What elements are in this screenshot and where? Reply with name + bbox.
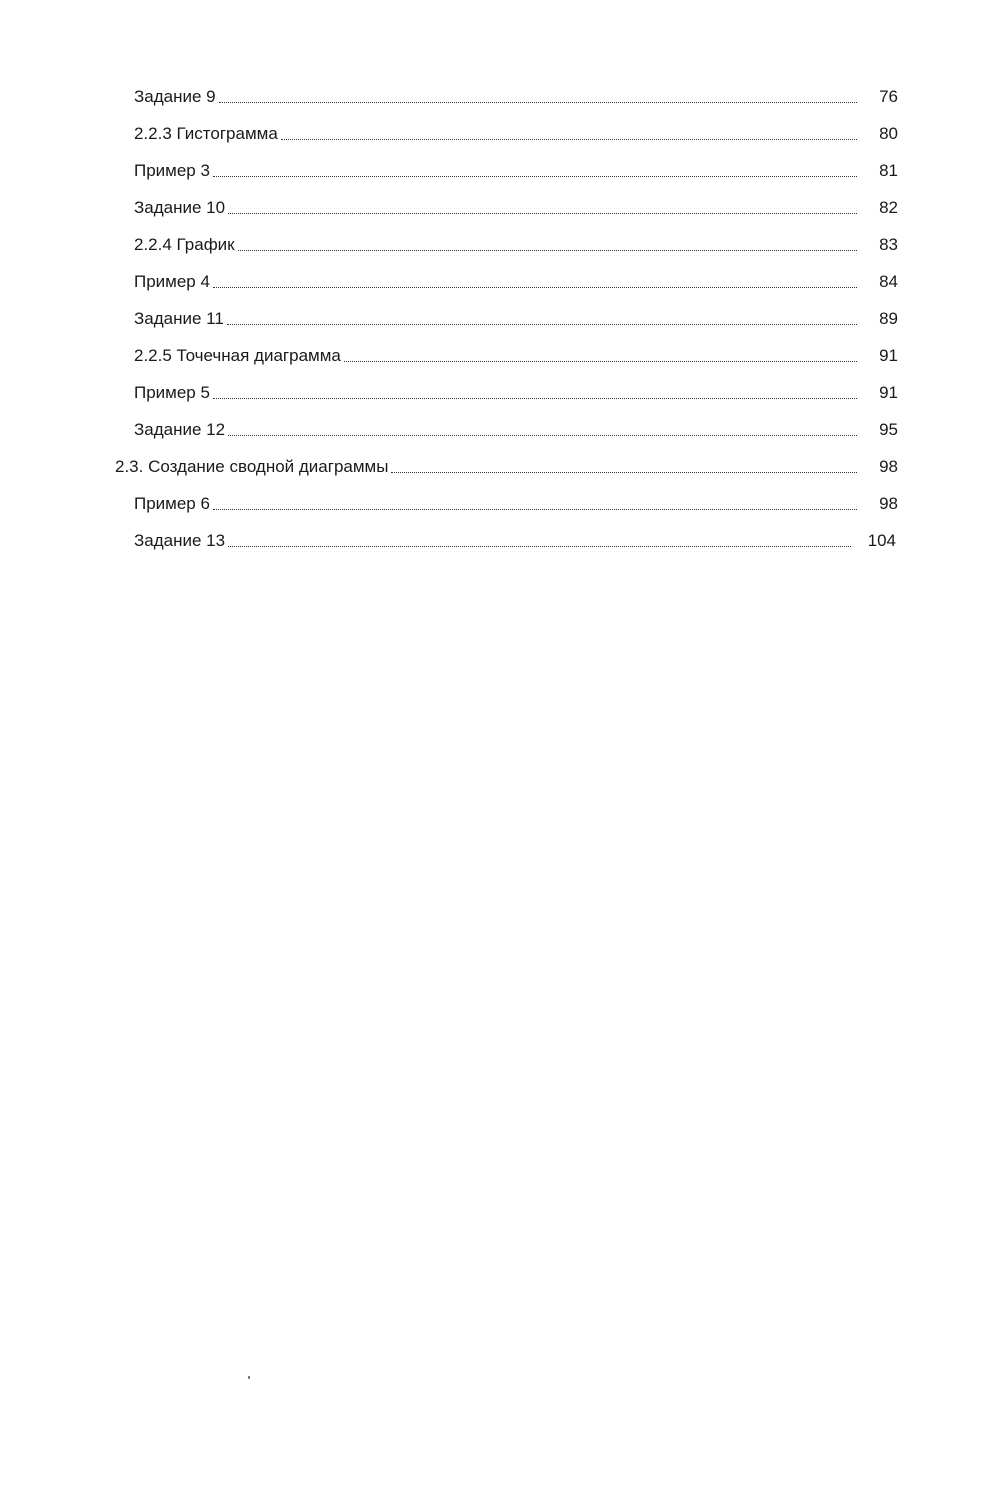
toc-entry[interactable] (0, 292, 1000, 329)
toc-entry-title: Задание 13 (134, 531, 226, 550)
dot-leader (281, 138, 857, 140)
toc-entry-title: 2.2.5 Точечная диаграмма (134, 346, 341, 365)
toc-entry-title: 2.3. Создание сводной диаграммы (115, 457, 389, 476)
toc-entry-page: 104 (867, 531, 896, 550)
dot-leader (228, 212, 857, 214)
dot-leader (227, 323, 857, 325)
toc-entry[interactable] (0, 107, 1000, 144)
toc-entry[interactable] (0, 366, 1000, 403)
scan-speck (248, 1376, 250, 1379)
dot-leader (391, 471, 857, 473)
toc-entry-page: 81 (879, 161, 898, 180)
toc-entry-title: Задание 9 (134, 87, 216, 106)
toc-entry[interactable] (0, 440, 1000, 477)
toc-entry[interactable] (0, 514, 1000, 551)
toc-entry[interactable] (0, 329, 1000, 366)
dot-leader (228, 545, 851, 547)
dot-leader (213, 286, 857, 288)
toc-entry[interactable] (0, 144, 1000, 181)
toc-entry-title: Пример 5 (134, 383, 210, 402)
toc-entry-page: 80 (879, 124, 898, 143)
toc-entry-page: 91 (879, 383, 898, 402)
toc-entry-title: 2.2.3 Гистограмма (134, 124, 278, 143)
toc-entry[interactable] (0, 181, 1000, 218)
dot-leader (219, 101, 857, 103)
toc-entry-title: Задание 12 (134, 420, 226, 439)
toc-entry-page: 83 (879, 235, 898, 254)
toc-entry[interactable] (0, 70, 1000, 107)
toc-entry-title: 2.2.4 График (134, 235, 235, 254)
toc-entry[interactable] (0, 218, 1000, 255)
toc-entry-page: 89 (879, 309, 898, 328)
toc-entry-page: 98 (879, 494, 898, 513)
toc-entry-title: Задание 11 (134, 309, 224, 328)
toc-entry-page: 82 (879, 198, 898, 217)
toc-entry-page: 98 (879, 457, 898, 476)
toc-entry-page: 95 (879, 420, 898, 439)
dot-leader (228, 434, 857, 436)
toc-entry-page: 76 (879, 87, 898, 106)
dot-leader (238, 249, 857, 251)
toc-entry[interactable] (0, 477, 1000, 514)
toc-entry[interactable] (0, 403, 1000, 440)
toc-entry-page: 91 (879, 346, 898, 365)
toc-entry-title: Пример 4 (134, 272, 210, 291)
table-of-contents (0, 70, 1000, 551)
dot-leader (213, 397, 857, 399)
toc-entry[interactable] (0, 255, 1000, 292)
dot-leader (344, 360, 857, 362)
dot-leader (213, 175, 857, 177)
dot-leader (213, 508, 857, 510)
toc-entry-title: Пример 3 (134, 161, 210, 180)
toc-entry-page: 84 (879, 272, 898, 291)
toc-entry-title: Задание 10 (134, 198, 226, 217)
toc-entry-title: Пример 6 (134, 494, 210, 513)
